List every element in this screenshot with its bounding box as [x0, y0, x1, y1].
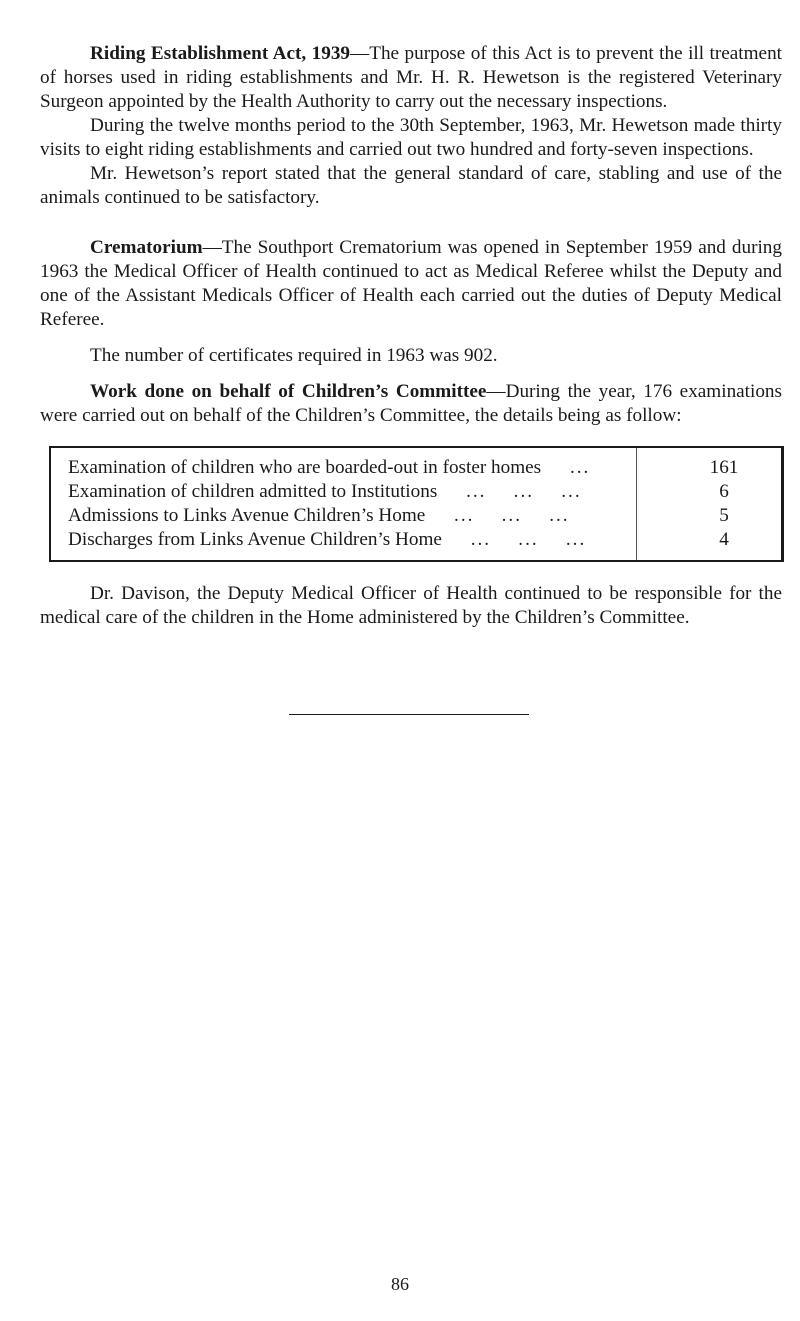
children-heading: Work done on behalf of Children’s Committee	[90, 381, 487, 402]
children-paragraph-1	[40, 380, 782, 428]
riding-paragraph-2: During the twelve months period to the 30th September, 1963, Mr. Hewetson made thirty visits to eight riding establishments and carried out two hundred and forty-seven inspections.	[40, 115, 782, 160]
row-label: Examination of children who are boarded-out in foster homes	[68, 457, 542, 478]
crematorium-text-1: —The Southport Crematorium was opened in September 1959 and during 1963 the Medical Officer of Health continued to act as Medical Referee whilst the Deputy and one of the Assistant Medicals Officer of Health each carried out the duties of Deputy Medical Referee.	[40, 237, 782, 330]
row-leader: ... ... ...	[470, 529, 587, 550]
row-value: 161	[637, 447, 783, 480]
table-row	[50, 504, 783, 528]
section-divider	[289, 714, 529, 715]
crematorium-heading: Crematorium	[90, 237, 203, 258]
riding-heading: Riding Establishment Act, 1939	[90, 43, 351, 64]
table-row	[50, 528, 783, 561]
row-label: Admissions to Links Avenue Children’s Home	[68, 505, 426, 526]
riding-paragraph-3: Mr. Hewetson’s report stated that the general standard of care, stabling and use of the animals continued to be satisfactory.	[40, 163, 782, 208]
row-value: 4	[637, 528, 783, 561]
row-label: Examination of children admitted to Institutions	[68, 481, 438, 502]
row-leader: ...	[569, 457, 591, 478]
row-leader: ... ... ...	[454, 505, 570, 526]
row-leader: ... ... ...	[466, 481, 582, 502]
riding-paragraph-1	[40, 42, 782, 114]
document-page	[40, 42, 782, 630]
table-row	[50, 480, 783, 504]
page-number: 86	[391, 1274, 409, 1294]
table-row	[50, 447, 783, 480]
riding-text-1: —The purpose of this Act is to prevent the ill treatment of horses used in riding establishments and Mr. H. R. Hewetson is the registered Veterinary Surgeon appointed by the Health Authority to carry out the necessary inspections.	[40, 43, 782, 112]
row-value: 6	[637, 480, 783, 504]
row-label: Discharges from Links Avenue Children’s Home	[68, 529, 442, 550]
examinations-table	[49, 446, 784, 562]
row-value: 5	[637, 504, 783, 528]
crematorium-paragraph-1	[40, 236, 782, 332]
children-paragraph-2: Dr. Davison, the Deputy Medical Officer of Health continued to be responsible for the medical care of the children in the Home administered by the Children’s Committee.	[40, 583, 782, 628]
crematorium-paragraph-2: The number of certificates required in 1963 was 902.	[90, 345, 498, 366]
children-text-1: —During the year, 176 examinations were carried out on behalf of the Children’s Committee, the details being as follow:	[40, 381, 782, 426]
